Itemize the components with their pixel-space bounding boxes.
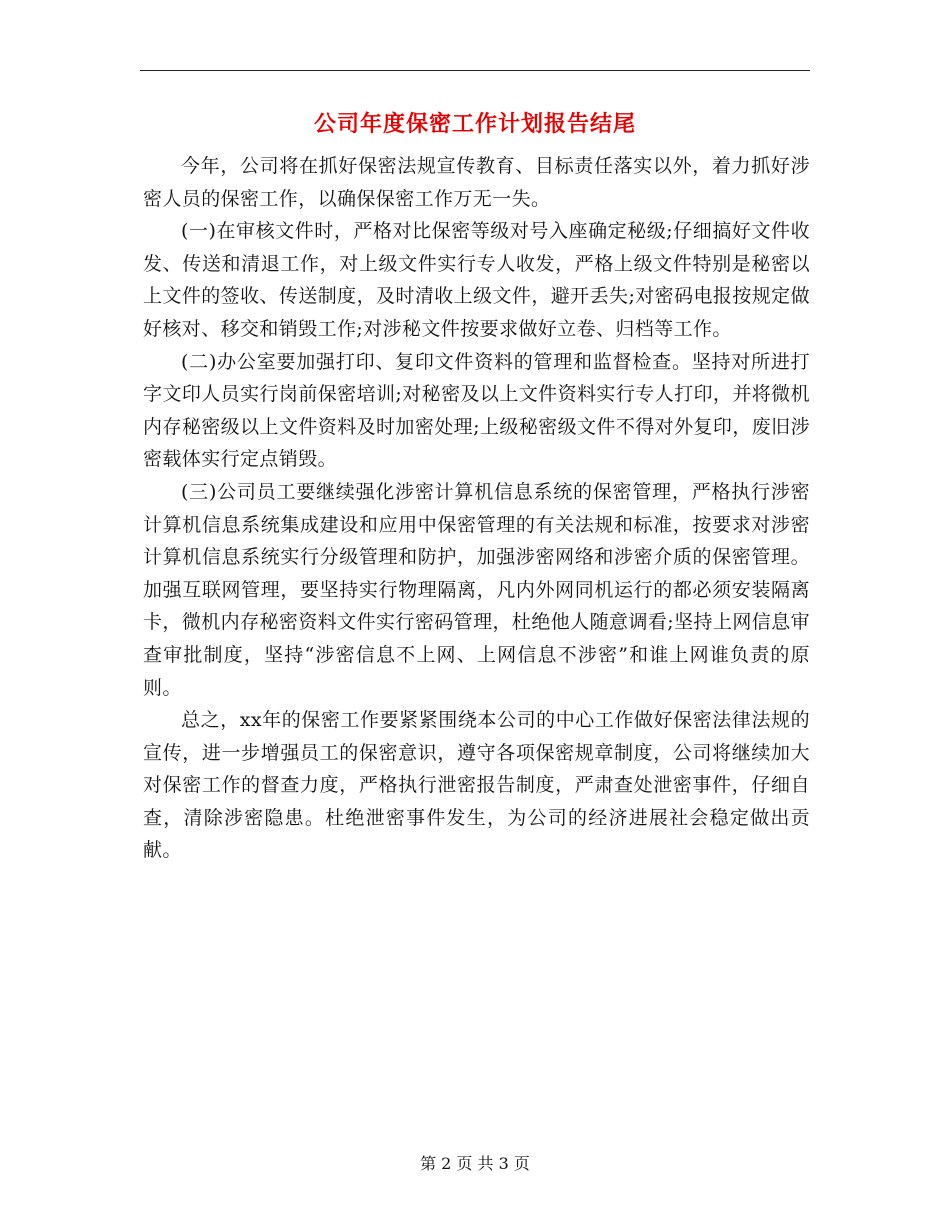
paragraph-item-3: (三)公司员工要继续强化涉密计算机信息系统的保密管理，严格执行涉密计算机信息系统集成建设和应用中保密管理的有关法规和标准，按要求对涉密计算机信息系统实行分级管理和防护，加强涉密网络和涉密介质的保密管理。加强互联网管理，要坚持实行物理隔离，凡内外网同机运行的都必须安装隔离卡，微机内存秘密资料文件实行密码管理，杜绝他人随意调看;坚持上网信息审查审批制度，坚持“涉密信息不上网、上网信息不涉密”和谁上网谁负责的原则。 <box>143 480 810 699</box>
document-title: 公司年度保密工作计划报告结尾 <box>313 111 636 137</box>
paragraph-intro: 今年，公司将在抓好保密法规宣传教育、目标责任落实以外，着力抓好涉密人员的保密工作，以确保保密工作万无一失。 <box>143 155 810 210</box>
page-number-footer: 第 2 页 共 3 页 <box>420 1154 530 1173</box>
document-body <box>143 150 810 867</box>
paragraph-conclusion: 总之，xx年的保密工作要紧紧围绕本公司的中心工作做好保密法律法规的宣传，进一步增强员工的保密意识，遵守各项保密规章制度，公司将继续加大对保密工作的督查力度，严格执行泄密报告制度，严肃查处泄密事件，仔细自查，清除涉密隐患。杜绝泄密事件发生，为公司的经济进展社会稳定做出贡献。 <box>143 709 810 862</box>
paragraph-item-2: (二)办公室要加强打印、复印文件资料的管理和监督检查。坚持对所进打字文印人员实行岗前保密培训;对秘密及以上文件资料实行专人打印，并将微机内存秘密级以上文件资料及时加密处理;上级秘密级文件不得对外复印，废旧涉密载体实行定点销毁。 <box>143 350 810 471</box>
paragraph-item-1: (一)在审核文件时，严格对比保密等级对号入座确定秘级;仔细搞好文件收发、传送和清退工作，对上级文件实行专人收发，严格上级文件特别是秘密以上文件的签收、传送制度，及时清收上级文件，避开丢失;对密码电报按规定做好核对、移交和销毁工作;对涉秘文件按要求做好立卷、归档等工作。 <box>143 220 810 340</box>
header-rule <box>140 70 810 71</box>
